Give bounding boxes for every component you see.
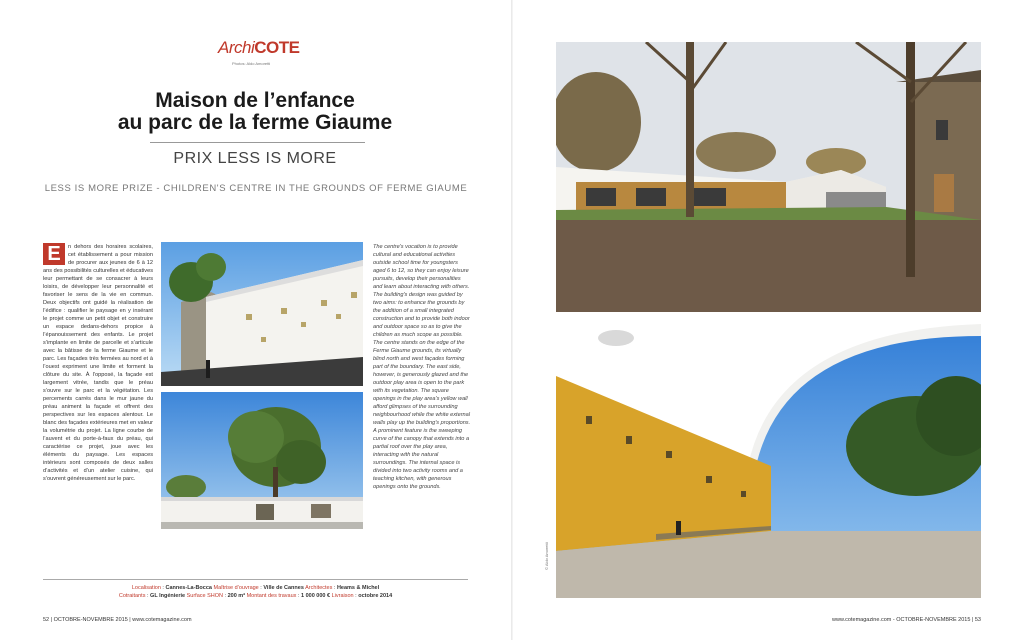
- photo-tree-building-drawing: [161, 392, 363, 529]
- credit-cotraitants-value: GL Ingénierie: [150, 593, 186, 599]
- folio-left: 52 | OCTOBRE-NOVEMBRE 2015 | www.cotemagazine.com: [43, 617, 192, 623]
- prize-heading: PRIX LESS IS MORE: [173, 150, 337, 167]
- article-title: [60, 90, 450, 134]
- body-text-french: [43, 243, 153, 483]
- project-credits: [43, 584, 468, 600]
- credits-line-1: Localisation : Cannes-La-Bocca Maîtrise d’ouvrage : Ville de Cannes Architectes : Heams & Michel: [131, 585, 380, 591]
- footer-divider: [43, 579, 468, 580]
- body-text-english: The centre's vocation is to provide cultural and educational activities outside school time for youngsters aged 6 to 12, so they can enjoy leisure pursuits, develop their personalities and learn about interacting with others. The building's design was guided by two aims: to enhance the grounds by the addition of a small integrated construction and to provide both indoor and outdoor space so as to give the children as much scope as possible. The centre stands on the edge of the Ferme Giaume grounds, its virtually blind north and west façades forming part of the boundary. The east side, however, is generously glazed and the outdoor play area is open to the park with its vegetation. The square openings in the play area's yellow wall afford glimpses of the surrounding neighbourhood while the white external walls play up the building's proportions. A prominent feature is the sweeping curve of the canopy that extends into a partial roof over the play area, interacting with the natural surroundings. The internal space is divided into two activity rooms and a teaching kitchen, with generous openings onto the grounds.: [373, 244, 471, 490]
- photo-play-canopy-drawing: [556, 316, 981, 598]
- title-line-1: Maison de l’enfance: [155, 89, 355, 112]
- credit-surface-key: Surface SHON: [186, 593, 223, 599]
- page-gutter: [511, 0, 513, 640]
- body-french-text: n dehors des horaires scolaires, cet établissement a pour mission de procurer aux jeunes de 6 à 12 ans des possibilités culturelles et éducatives leur permettant de se consacrer à leurs loisirs, de développer leur personnalité et favoriser le sens de la vie en commun. Deux objectifs ont guidé la réalisation de l’édifice : qualifier le paysage en y insérant le projet comme un petit objet et construire un espace dedans-dehors propice à l’épanouissement des enfants. Le projet s’implante en limite de parcelle et s’articule avec la bâtisse de la ferme Giaume et le parc. Les façades très fermées au nord et à l’ouest expriment une limite et forment la clôture du site. À l’opposé, la façade est largement vitrée, tandis que le préau s’ouvre sur le parc et la végétation. Les percements carrés dans le mur jaune du préau animent la façade et offrent des perspectives sur les espaces alentour. Le blanc des façades extérieures met en valeur la volumétrie du projet. La ligne courbe de l’auvent et du porte-à-faux du préau, qui caractérise ce projet, joue avec les éléments du paysage. Les espaces intérieurs sont composés de deux salles d’activités et d’un atelier cuisine, qui s’ouvrent généreusement sur le parc.: [43, 244, 153, 482]
- credit-cotraitants-key: Cotraitants: [118, 593, 146, 599]
- title-divider: [150, 142, 365, 143]
- credit-budget-key: Montant des travaux: [246, 593, 297, 599]
- photo-white-facade: [161, 242, 363, 386]
- prize-subheading-en: LESS IS MORE PRIZE - CHILDREN'S CENTRE IN THE GROUNDS OF FERME GIAUME: [44, 183, 468, 194]
- credit-architects-key: Architectes: [305, 585, 333, 591]
- photo-park-exterior-drawing: [556, 42, 981, 312]
- credit-client-key: Maîtrise d’ouvrage: [213, 585, 259, 591]
- logo-part-archi: Archi: [218, 38, 255, 57]
- credit-surface-value: 200 m²: [227, 593, 246, 599]
- title-line-2: au parc de la ferme Giaume: [117, 111, 393, 134]
- credit-location-value: Cannes-La-Bocca: [165, 585, 212, 591]
- photo-tree-building: [161, 392, 363, 529]
- credit-architects-value: Heams & Michel: [336, 585, 380, 591]
- logo-part-cote: COTE: [254, 38, 300, 57]
- photo-white-facade-drawing: [161, 242, 363, 386]
- drop-cap: E: [43, 243, 65, 265]
- credit-delivery-key: Livraison: [331, 593, 354, 599]
- credit-client-value: Ville de Cannes: [263, 585, 304, 591]
- credit-location-key: Localisation: [131, 585, 161, 591]
- credit-delivery-value: octobre 2014: [358, 593, 393, 599]
- credit-budget-value: 1 000 000 €: [301, 593, 331, 599]
- folio-right: www.cotemagazine.com - OCTOBRE-NOVEMBRE 2015 | 53: [832, 617, 981, 623]
- photo-credit-vertical: © Aldo Amoretti: [544, 542, 549, 570]
- photo-credit: Photos: Aldo Amoretti: [232, 61, 271, 66]
- credits-line-2: Cotraitants : GL Ingénierie Surface SHON : 200 m² Montant des travaux : 1 000 000 € Livraison : octobre 2014: [118, 593, 393, 599]
- magazine-logo: [218, 38, 298, 60]
- photo-play-canopy: [556, 316, 981, 598]
- photo-park-exterior: [556, 42, 981, 312]
